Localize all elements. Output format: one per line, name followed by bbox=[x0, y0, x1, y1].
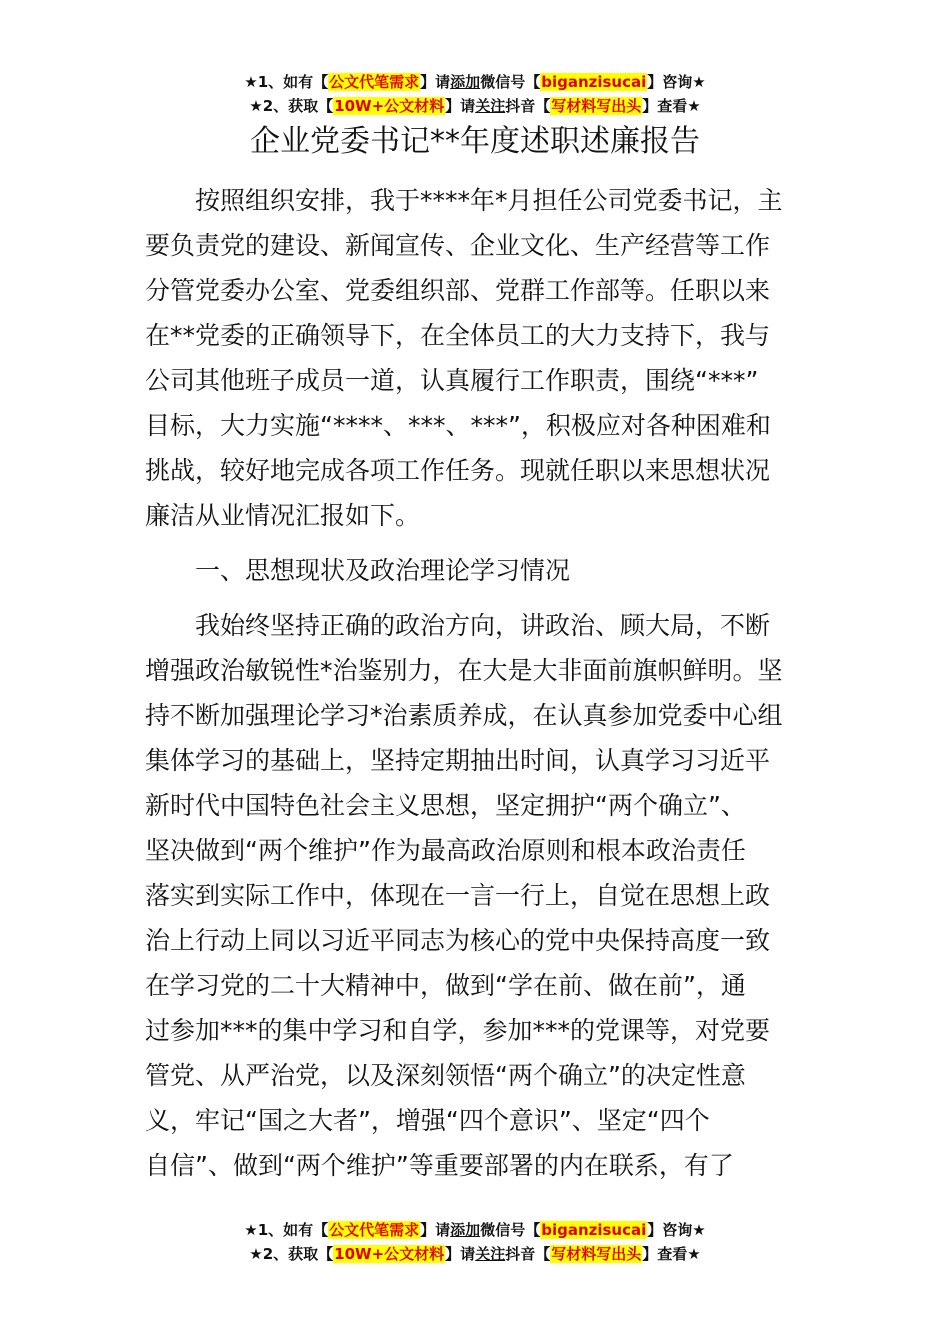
body-line: 管党、从严治党，以及深刻领悟“两个确立”的决定性意 bbox=[145, 1061, 746, 1090]
body-line: 过参加***的集中学习和自学，参加***的党课等，对党要 bbox=[145, 1016, 771, 1045]
notice-text: 】请 bbox=[445, 97, 476, 115]
body-line: 坚决做到“两个维护”作为最高政治原则和根本政治责任 bbox=[145, 836, 746, 865]
star-icon: ★ bbox=[692, 1221, 706, 1239]
body-line: 要负责党的建设、新闻宣传、企业文化、生产经营等工作 bbox=[145, 231, 771, 260]
notice-text: 微信号【 bbox=[480, 1221, 541, 1239]
notice-line-2 bbox=[0, 1242, 950, 1266]
highlight-wechat-id: biganzisucai bbox=[541, 1221, 647, 1239]
notice-text: 1、如有【 bbox=[257, 1221, 329, 1239]
notice-text: 】查看 bbox=[642, 1245, 688, 1263]
section-heading: 一、思想现状及政治理论学习情况 bbox=[195, 556, 571, 585]
document-body bbox=[145, 178, 815, 1188]
highlight-service: 公文代笔需求 bbox=[329, 73, 420, 91]
notice-text: 】咨询 bbox=[647, 1221, 693, 1239]
notice-text: 】请 bbox=[420, 1221, 451, 1239]
body-line: 落实到实际工作中，体现在一言一行上，自觉在思想上政 bbox=[145, 881, 771, 910]
notice-text: 抖音【 bbox=[505, 97, 551, 115]
star-icon: ★ bbox=[244, 73, 258, 91]
notice-text: 2、获取【 bbox=[262, 1245, 334, 1263]
body-line: 在**党委的正确领导下，在全体员工的大力支持下，我与 bbox=[145, 321, 771, 350]
highlight-service: 公文代笔需求 bbox=[329, 1221, 420, 1239]
notice-text: 1、如有【 bbox=[257, 73, 329, 91]
notice-text: 微信号【 bbox=[480, 73, 541, 91]
body-line: 按照组织安排，我于****年*月担任公司党委书记，主 bbox=[195, 186, 783, 215]
star-icon: ★ bbox=[249, 1245, 263, 1263]
body-line: 廉洁从业情况汇报如下。 bbox=[145, 501, 421, 530]
notice-text: 】查看 bbox=[642, 97, 688, 115]
notice-text-underlined: 添加 bbox=[450, 1221, 481, 1239]
notice-text: 】咨询 bbox=[647, 73, 693, 91]
notice-text: 抖音【 bbox=[505, 1245, 551, 1263]
notice-text: 】请 bbox=[445, 1245, 476, 1263]
notice-text: 2、获取【 bbox=[262, 97, 334, 115]
body-line: 自信”、做到“两个维护”等重要部署的内在联系，有了 bbox=[145, 1151, 734, 1180]
notice-line-1 bbox=[0, 70, 950, 94]
highlight-materials: 10W+公文材料 bbox=[334, 97, 445, 115]
body-line: 分管党委办公室、党委组织部、党群工作部等。任职以来 bbox=[145, 276, 771, 305]
body-line: 我始终坚持正确的政治方向，讲政治、顾大局，不断 bbox=[195, 611, 771, 640]
star-icon: ★ bbox=[687, 1245, 701, 1263]
star-icon: ★ bbox=[687, 97, 701, 115]
body-line: 治上行动上同以习近平同志为核心的党中央保持高度一致 bbox=[145, 926, 771, 955]
body-line: 集体学习的基础上，坚持定期抽出时间，认真学习习近平 bbox=[145, 746, 771, 775]
body-line: 新时代中国特色社会主义思想，坚定拥护“两个确立”、 bbox=[145, 791, 746, 820]
body-line: 增强政治敏锐性*治鉴别力，在大是大非面前旗帜鲜明。坚 bbox=[145, 656, 783, 685]
body-line: 在学习党的二十大精神中，做到“学在前、做在前”，通 bbox=[145, 971, 746, 1000]
body-line: 目标，大力实施“****、***、***”，积极应对各种困难和 bbox=[145, 411, 771, 440]
notice-line-2 bbox=[0, 94, 950, 118]
star-icon: ★ bbox=[244, 1221, 258, 1239]
star-icon: ★ bbox=[249, 97, 263, 115]
star-icon: ★ bbox=[692, 73, 706, 91]
notice-line-1 bbox=[0, 1218, 950, 1242]
header-notice-banner bbox=[0, 70, 950, 118]
notice-text-underlined: 关注 bbox=[475, 97, 506, 115]
body-line: 挑战，较好地完成各项工作任务。现就任职以来思想状况 bbox=[145, 456, 771, 485]
body-line: 公司其他班子成员一道，认真履行工作职责，围绕“***” bbox=[145, 366, 759, 395]
body-line: 义，牢记“国之大者”，增强“四个意识”、坚定“四个 bbox=[145, 1106, 710, 1135]
notice-text-underlined: 关注 bbox=[475, 1245, 506, 1263]
document-title: 企业党委书记**年度述职述廉报告 bbox=[250, 124, 700, 159]
highlight-douyin-account: 写材料写出头 bbox=[551, 1245, 642, 1263]
highlight-materials: 10W+公文材料 bbox=[334, 1245, 445, 1263]
footer-notice-banner bbox=[0, 1218, 950, 1266]
notice-text-underlined: 添加 bbox=[450, 73, 481, 91]
highlight-wechat-id: biganzisucai bbox=[541, 73, 647, 91]
notice-text: 】请 bbox=[420, 73, 451, 91]
body-line: 持不断加强理论学习*治素质养成，在认真参加党委中心组 bbox=[145, 701, 783, 730]
highlight-douyin-account: 写材料写出头 bbox=[551, 97, 642, 115]
